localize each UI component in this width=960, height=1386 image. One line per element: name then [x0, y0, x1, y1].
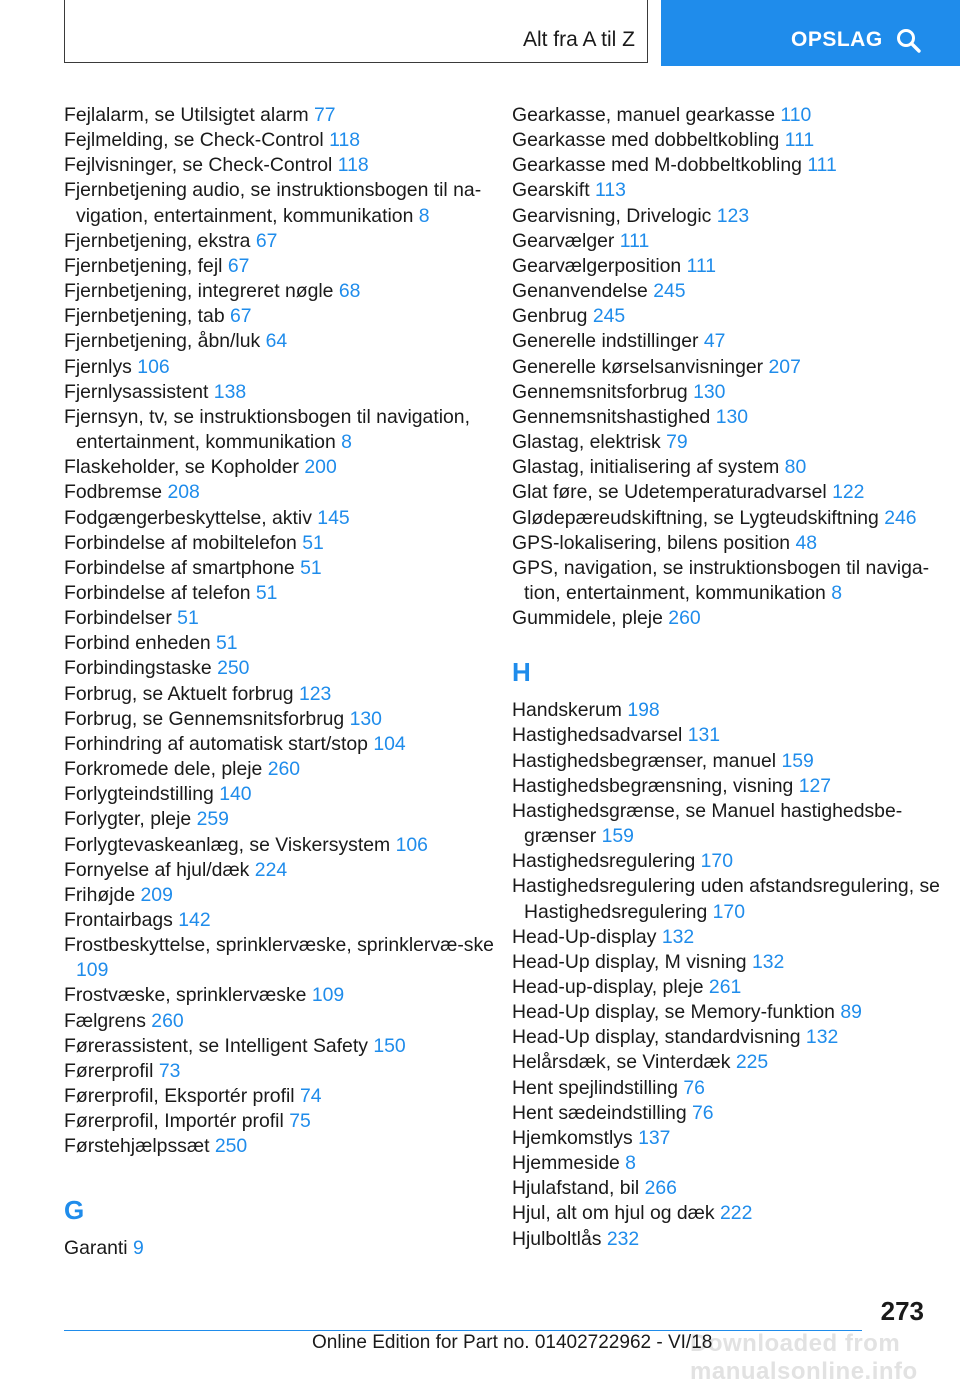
page-link[interactable]: 8 [418, 204, 430, 227]
index-entry [64, 380, 504, 405]
index-entry [64, 707, 504, 732]
page-link[interactable]: 111 [784, 129, 815, 152]
index-entry-text: Fjernbetjening, tab [64, 305, 225, 328]
index-entry [64, 1109, 504, 1134]
index-entry [512, 749, 952, 774]
index-entry [512, 506, 952, 531]
page-link[interactable]: 245 [592, 305, 626, 328]
index-entry [512, 279, 952, 304]
page-link[interactable]: 51 [255, 581, 278, 604]
index-entry [64, 506, 504, 531]
index-entry-text: Fjernsyn, tv, se instruktionsbogen til navigation, entertainment, kommunikation [64, 405, 470, 454]
page-link[interactable]: 130 [349, 707, 382, 730]
index-entry-text: Gearvisning, Drivelogic [512, 204, 712, 227]
index-entry-text: Fjernlysassistent [64, 380, 209, 403]
index-entry [512, 204, 952, 229]
page-link[interactable]: 51 [177, 607, 199, 630]
page-link[interactable]: 122 [832, 481, 865, 504]
index-entry-text: Forlygteindstilling [64, 783, 214, 806]
index-entry [64, 1009, 504, 1034]
index-entry [512, 178, 952, 203]
index-entry [64, 304, 504, 329]
index-entry [512, 1227, 952, 1252]
page-link[interactable]: 266 [644, 1177, 677, 1200]
index-entry [64, 933, 504, 983]
index-entry-text: Gearkasse med dobbeltkobling [512, 129, 780, 152]
index-list-h [512, 698, 952, 1251]
index-entry-text: Fjernbetjening, integreret nøgle [64, 280, 334, 303]
index-entry-text: Gearkasse med M-dobbeltkobling [512, 154, 802, 177]
watermark: Downloaded from manualsonline.info [690, 1330, 918, 1385]
page-link[interactable]: 259 [196, 808, 229, 831]
index-entry [512, 975, 952, 1000]
index-entry [64, 656, 504, 681]
index-entry-text: Forbrug, se Gennemsnitsforbrug [64, 707, 345, 730]
index-entry [512, 698, 952, 723]
index-entry [512, 355, 952, 380]
index-entry-text: Glastag, initialisering af system [512, 456, 780, 479]
page-link[interactable]: 73 [158, 1059, 181, 1082]
index-entry-text: Fejlvisninger, se Check-Control [64, 154, 333, 177]
page-link[interactable]: 260 [151, 1009, 184, 1032]
index-entry [512, 950, 952, 975]
index-entry [512, 1201, 952, 1226]
page-link[interactable]: 198 [627, 699, 660, 722]
page-link[interactable]: 208 [167, 481, 200, 504]
search-button[interactable] [661, 0, 960, 66]
index-entry-text: Forkromede dele, pleje [64, 758, 263, 781]
index-entry [512, 606, 952, 631]
page-link[interactable]: 131 [687, 724, 721, 747]
index-entry [64, 983, 504, 1008]
index-entry [64, 405, 504, 455]
index-entry-text: Hent spejlindstilling [512, 1076, 678, 1099]
index-entry-text: Fjernbetjening, fejl [64, 254, 223, 277]
index-entry-text: Forbrug, se Aktuelt forbrug [64, 682, 294, 705]
index-entry [64, 556, 504, 581]
page-link[interactable]: 48 [795, 531, 818, 554]
index-entry-text: Hjulboltlås [512, 1227, 602, 1250]
index-entry [512, 556, 952, 606]
index-entry [64, 782, 504, 807]
index-entry [64, 682, 504, 707]
page-link[interactable]: 51 [302, 531, 324, 554]
page-link[interactable]: 118 [337, 154, 369, 177]
page-link[interactable]: 8 [831, 581, 842, 604]
page-link[interactable]: 113 [594, 179, 626, 202]
page-link[interactable]: 79 [666, 431, 688, 454]
index-entry [512, 1176, 952, 1201]
index-entry [64, 329, 504, 354]
page-link[interactable]: 67 [227, 254, 250, 277]
index-list-g-continued [512, 103, 952, 631]
index-entry-text: Forbind enheden [64, 632, 211, 655]
index-entry [64, 1236, 504, 1261]
index-entry [512, 405, 952, 430]
index-entry [64, 1034, 504, 1059]
index-entry [64, 254, 504, 279]
section-letter-h: H [512, 657, 531, 688]
page-link[interactable]: 47 [703, 330, 726, 353]
page-link[interactable]: 142 [178, 909, 211, 931]
index-entry-text: Head-Up display, se Memory-funktion [512, 1001, 835, 1024]
index-entry-text: Forbindelse af smartphone [64, 556, 295, 579]
index-entry [512, 254, 952, 279]
index-entry-text: Hjulafstand, bil [512, 1177, 640, 1200]
index-entry-text: Førstehjælpssæt [64, 1135, 210, 1158]
page-link[interactable]: 130 [715, 405, 749, 428]
index-entry-text: Frihøjde [64, 883, 136, 906]
index-entry [64, 581, 504, 606]
page-link[interactable]: 246 [884, 506, 917, 529]
page-link[interactable]: 76 [683, 1076, 705, 1099]
index-entry-text: Fodgængerbeskyttelse, aktiv [64, 506, 312, 529]
page-link[interactable]: 9 [132, 1236, 144, 1259]
index-entry [64, 908, 504, 933]
index-entry [512, 1076, 952, 1101]
index-entry-text: Handskerum [512, 699, 622, 722]
index-entry [64, 732, 504, 757]
page-link[interactable]: 132 [805, 1026, 839, 1049]
index-entry [64, 858, 504, 883]
index-entry-text: Fejlalarm, se Utilsigtet alarm [64, 104, 309, 126]
page-link[interactable]: 106 [395, 833, 428, 856]
index-entry-text: Forbindelser [64, 607, 172, 630]
page-link[interactable]: 111 [686, 254, 717, 277]
page-link[interactable]: 111 [807, 154, 837, 177]
index-entry-text: Fælgrens [64, 1009, 146, 1032]
index-entry-text: Forbindingstaske [64, 657, 212, 680]
page-link[interactable]: 137 [638, 1126, 671, 1149]
index-entry [512, 1151, 952, 1176]
index-entry-text: Gearkasse, manuel gearkasse [512, 104, 775, 126]
index-entry [64, 279, 504, 304]
index-entry-text: Glastag, elektrisk [512, 431, 661, 454]
page-link[interactable]: 225 [735, 1051, 769, 1074]
index-entry-text: Head-up-display, pleje [512, 976, 704, 998]
index-entry-text: Gennemsnitsforbrug [512, 380, 688, 403]
index-entry [512, 1025, 952, 1050]
index-entry-text: Fjernlys [64, 355, 132, 378]
page-link[interactable]: 67 [230, 305, 252, 328]
page-link[interactable]: 224 [254, 858, 288, 881]
index-entry [64, 631, 504, 656]
page-link[interactable]: 80 [784, 456, 807, 479]
index-entry [512, 480, 952, 505]
page-link[interactable]: 8 [625, 1152, 636, 1175]
page-link[interactable]: 132 [751, 950, 785, 973]
search-icon [895, 27, 923, 55]
index-entry-text: Fodbremse [64, 481, 163, 504]
page-link[interactable]: 260 [668, 607, 701, 630]
index-entry-text: Forlygter, pleje [64, 808, 192, 831]
index-entry-text: Hastighedsadvarsel [512, 724, 683, 747]
index-entry [512, 1000, 952, 1025]
index-entry [512, 380, 952, 405]
index-entry [512, 531, 952, 556]
index-entry-text: Forbindelse af mobiltelefon [64, 531, 297, 554]
tab-label: Alt fra A til Z [522, 28, 635, 51]
page-link[interactable]: 260 [267, 758, 301, 781]
index-entry-text: Gummidele, pleje [512, 607, 663, 630]
index-entry [64, 757, 504, 782]
top-bar [0, 0, 960, 66]
index-entry-text: Gearskift [512, 179, 590, 202]
page-link[interactable]: 140 [219, 783, 252, 806]
page-link[interactable]: 109 [76, 959, 109, 982]
index-entry-text: Frostbeskyttelse, sprinklervæske, sprinklervæ-ske [64, 934, 494, 957]
page-link[interactable]: 51 [216, 632, 238, 655]
page-link[interactable]: 64 [265, 330, 288, 353]
index-entry-text: Gennemsnitshastighed [512, 405, 711, 428]
index-entry [512, 1126, 952, 1151]
index-entry-text: Fornyelse af hjul/dæk [64, 858, 250, 881]
index-entry [64, 355, 504, 380]
page-link[interactable]: 261 [708, 976, 742, 998]
index-entry-text: Hastighedsbegrænsning, visning [512, 774, 794, 797]
page-link[interactable]: 159 [781, 749, 814, 772]
index-entry [64, 480, 504, 505]
index-column-left [64, 103, 504, 1261]
index-entry [64, 229, 504, 254]
page-link[interactable]: 138 [213, 380, 247, 403]
index-entry-text: Førerprofil [64, 1059, 154, 1082]
page-number: 273 [880, 1296, 924, 1326]
index-entry-text: Førerassistent, se Intelligent Safety [64, 1034, 368, 1057]
index-entry-text: Hastighedsgrænse, se Manuel hastighedsbe-grænser [512, 799, 903, 848]
index-entry-text: Glødepæreudskiftning, se Lygteudskiftning [512, 506, 879, 529]
index-entry-text: Fjernbetjening audio, se instruktionsbogen til na-vigation, entertainment, kommunikation [64, 179, 482, 227]
index-entry-text: Hjemkomstlys [512, 1126, 633, 1149]
index-entry-text: Head-Up-display [512, 925, 657, 948]
page-link[interactable]: 123 [298, 682, 332, 705]
index-entry-text: Flaskeholder, se Kopholder [64, 456, 299, 479]
index-entry-text: Forlygtevaskeanlæg, se Viskersystem [64, 833, 391, 856]
page-link[interactable]: 68 [338, 280, 361, 303]
index-entry [64, 1059, 504, 1084]
index-entry-text: Førerprofil, Importér profil [64, 1110, 284, 1133]
index-entry-text: Glat føre, se Udetemperaturadvarsel [512, 481, 827, 504]
index-entry [512, 103, 952, 128]
index-entry [512, 849, 952, 874]
index-entry-text: Helårsdæk, se Vinterdæk [512, 1051, 731, 1074]
index-entry [64, 883, 504, 908]
page-link[interactable]: 145 [317, 506, 350, 529]
page-link[interactable]: 150 [373, 1034, 406, 1057]
index-entry-text: Hastighedsregulering uden afstandsregulering, se Hastighedsregulering [512, 875, 940, 923]
index-column-right [512, 103, 952, 1252]
section-letter-g: G [64, 1194, 85, 1225]
page-link[interactable]: 76 [692, 1101, 714, 1124]
index-entry-text: Hjemmeside [512, 1152, 620, 1175]
index-entry-text: Fjernbetjening, åbn/luk [64, 330, 261, 353]
index-entry [512, 430, 952, 455]
page-link[interactable]: 67 [255, 229, 278, 252]
index-entry [64, 1084, 504, 1109]
index-entry [512, 329, 952, 354]
index-entry-text: Gearvælger [512, 229, 615, 252]
index-entry-text: Fjernbetjening, ekstra [64, 229, 251, 252]
index-entry [512, 1101, 952, 1126]
index-entry-text: Gearvælgerposition [512, 254, 682, 277]
page-link[interactable]: 51 [300, 556, 322, 579]
index-entry [512, 153, 952, 178]
index-entry [64, 1134, 504, 1159]
index-entry [64, 153, 504, 178]
page-link[interactable]: 110 [780, 104, 812, 126]
footer-edition: Online Edition for Part no. 01402722962 - VI/18 [312, 1332, 713, 1353]
index-entry [512, 304, 952, 329]
index-entry [512, 1050, 952, 1075]
page-link[interactable]: 250 [217, 657, 250, 680]
page-link[interactable]: 209 [140, 883, 173, 906]
page-link[interactable]: 130 [693, 380, 726, 403]
index-entry-text: Head-Up display, M visning [512, 950, 747, 973]
page-link[interactable]: 109 [311, 984, 345, 1007]
page-link[interactable]: 77 [314, 104, 336, 126]
index-entry [64, 455, 504, 480]
index-entry-text: GPS, navigation, se instruktionsbogen til naviga-tion, entertainment, kommunikation [512, 556, 930, 604]
index-entry [512, 874, 952, 924]
index-list-g [64, 1236, 504, 1261]
index-entry [512, 774, 952, 799]
page-link[interactable]: 222 [720, 1202, 753, 1225]
index-entry-text: Hent sædeindstilling [512, 1101, 687, 1124]
index-entry-text: Frontairbags [64, 909, 173, 931]
page-link[interactable]: 123 [716, 204, 750, 227]
page-link[interactable]: 74 [299, 1085, 322, 1108]
index-entry [512, 723, 952, 748]
page-link[interactable]: 111 [619, 229, 650, 252]
index-entry [512, 799, 952, 849]
page-link[interactable]: 232 [606, 1227, 640, 1250]
index-entry-text: Generelle kørselsanvisninger [512, 355, 764, 378]
page-link[interactable]: 200 [304, 456, 337, 479]
page-link[interactable]: 104 [373, 732, 406, 755]
page-link[interactable]: 106 [137, 355, 170, 378]
index-entry-text: Hastighedsbegrænser, manuel [512, 749, 777, 772]
index-entry-text: Head-Up display, standardvisning [512, 1026, 801, 1049]
index-entry-text: Garanti [64, 1236, 128, 1259]
page-link[interactable]: 170 [712, 900, 745, 923]
index-entry-text: Genanvendelse [512, 280, 648, 303]
index-list-f [64, 103, 504, 1160]
page-link[interactable]: 127 [798, 774, 832, 797]
tab-alt-fra-a-til-z[interactable] [64, 0, 648, 63]
search-label: OPSLAG [791, 28, 883, 51]
index-entry [64, 531, 504, 556]
page-link[interactable]: 250 [214, 1135, 248, 1158]
index-entry-text: Forhindring af automatisk start/stop [64, 732, 368, 755]
index-entry-text: Førerprofil, Eksportér profil [64, 1085, 295, 1108]
index-entry-text: Fejlmelding, se Check-Control [64, 129, 324, 152]
index-entry [64, 128, 504, 153]
page-link[interactable]: 159 [601, 825, 634, 848]
index-entry-text: Forbindelse af telefon [64, 581, 251, 604]
index-entry [64, 807, 504, 832]
index-entry [512, 229, 952, 254]
page-link[interactable]: 132 [661, 925, 695, 948]
index-entry [64, 606, 504, 631]
page-link[interactable]: 8 [341, 431, 352, 454]
index-entry-text: Hastighedsregulering [512, 850, 696, 873]
index-entry-text: Generelle indstillinger [512, 330, 699, 353]
index-entry [512, 128, 952, 153]
index-entry-text: Genbrug [512, 305, 588, 328]
index-entry-text: Hjul, alt om hjul og dæk [512, 1202, 715, 1225]
index-entry [64, 833, 504, 858]
index-entry [512, 925, 952, 950]
page-link[interactable]: 170 [700, 850, 733, 873]
page-link[interactable]: 207 [768, 355, 801, 378]
page-link[interactable]: 89 [840, 1001, 862, 1024]
index-entry [512, 455, 952, 480]
index-entry-text: Frostvæske, sprinklervæske [64, 984, 307, 1007]
page-link[interactable]: 75 [289, 1110, 311, 1133]
index-entry [64, 103, 504, 128]
page-link[interactable]: 118 [329, 129, 361, 152]
page-link[interactable]: 245 [653, 280, 686, 303]
index-entry-text: GPS-lokalisering, bilens position [512, 531, 791, 554]
index-entry [64, 178, 504, 228]
